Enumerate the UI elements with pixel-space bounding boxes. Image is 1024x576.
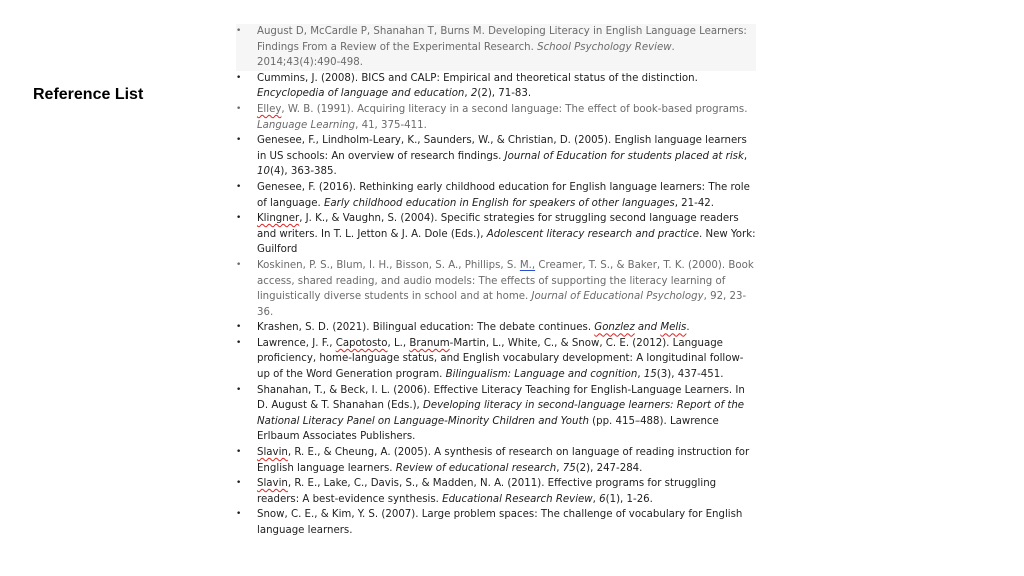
reference-italic-segment: Journal of Educational Psychology [531,291,704,303]
reference-item [236,71,756,102]
reference-segment: Klingner [257,213,300,225]
reference-italic-segment: Review of educational research [395,462,557,474]
bullet-icon: • [236,509,242,520]
reference-segment: . [686,322,690,334]
reference-item [236,211,756,258]
reference-segment: , [464,88,471,100]
reference-segment: , J. K., & Vaughn, S. (2004). Specific strategies for struggling second language readers and writers. In T. L. Jetton & J. A. Dole (Eds.), [257,213,739,240]
reference-italic-segment: Developing literacy in second-language learners: Report of the National Literacy Panel on Language-Minority Children and Youth [257,400,745,427]
reference-italic-segment: Gonzlez [594,322,635,334]
bullet-icon: • [236,259,242,270]
reference-text [257,385,745,443]
bullet-icon: • [236,181,242,192]
reference-segment: Shanahan, T., & Beck, I. L. (2006). Effective Literacy Teaching for English-Language Learners. In D. August & T. Shanahan (Eds.), [257,384,745,412]
reference-item [236,24,756,71]
reference-item [236,320,756,336]
reference-italic-segment: 6 [599,493,606,505]
reference-segment: (1), 1-26. [605,493,653,505]
reference-segment: Genesee, F., Lindholm-Leary, K., Saunders, W., & Christian, D. (2005). English language learners in US schools: An overview of research findings. [257,135,747,162]
reference-segment: . New York: Guilford [257,228,756,256]
reference-segment: , [743,150,748,162]
bullet-icon: • [236,447,242,458]
reference-segment: M., [519,259,536,271]
reference-text [257,478,716,505]
reference-segment: Elley [257,103,282,115]
reference-segment: , R. E., & Cheung, A. (2005). A synthesis of research on language of reading instruction for English language learners. [257,447,750,474]
reference-item [236,133,756,180]
reference-text [257,73,698,100]
reference-segment: , 41, 375-411. [355,119,427,131]
reference-segment: (3), 437-451. [656,369,724,381]
reference-list [236,24,756,539]
reference-item [236,258,756,320]
reference-item [236,445,756,476]
slide-title: Reference List [33,86,144,103]
reference-italic-segment: and [634,322,661,334]
reference-italic-segment: Adolescent literacy research and practice [486,228,699,240]
reference-segment: , R. E., Lake, C., Davis, S., & Madden, N. A. (2011). Effective programs for struggling readers: A best-evidence synthesis. [257,478,717,505]
reference-segment: Slavin [257,447,288,459]
bullet-icon: • [236,26,242,36]
reference-italic-segment: Melis [660,322,687,334]
reference-segment: Lawrence, J. F., [257,337,336,349]
bullet-icon: • [236,322,242,333]
reference-segment: , [637,369,644,381]
reference-italic-segment: School Psychology Review [537,41,672,53]
bullet-icon: • [236,213,242,224]
reference-segment: , 92, 23-36. [257,291,747,318]
reference-segment: , 21-42. [674,197,715,209]
reference-text [257,135,747,177]
reference-segment: , L., [387,337,410,349]
reference-italic-segment: Educational Research Review [442,493,593,505]
reference-segment: , [556,462,563,474]
reference-segment: Creamer, T. S., & Baker, T. K. (2000). Book access, shared reading, and audio models: The effects of supporting the literacy learning of linguistically diverse students in school and at home. [257,259,754,303]
reference-segment: (pp. 415–488). Lawrence Erlbaum Associates Publishers. [257,415,719,443]
bullet-icon: • [236,337,242,348]
reference-item [236,476,756,507]
reference-segment: Slavin [257,478,288,490]
reference-italic-segment: 2 [470,88,478,100]
reference-item [236,383,756,445]
reference-text [257,322,690,333]
reference-segment: (2), 247-284. [575,462,643,474]
reference-italic-segment: 75 [562,462,576,474]
reference-text [257,447,749,474]
bullet-icon: • [236,478,242,489]
reference-segment: Krashen, S. D. (2021). Bilingual education: The debate continues. [257,322,595,334]
bullet-icon: • [236,135,242,146]
reference-segment: Branum [409,337,450,349]
reference-segment: Koskinen, P. S., Blum, I. H., Bisson, S. A., Phillips, S. [257,259,520,271]
reference-segment: , W. B. (1991). Acquiring literacy in a second language: The effect of book-based programs. [281,103,748,115]
reference-italic-segment: Early childhood education in English for speakers of other languages [323,197,675,209]
reference-segment: Snow, C. E., & Kim, Y. S. (2007). Large problem spaces: The challenge of vocabulary for English language learners. [257,509,743,536]
bullet-icon: • [236,384,242,395]
reference-segment: Capotosto [335,337,388,349]
reference-italic-segment: Encyclopedia of language and education [257,88,465,100]
reference-item [236,102,756,133]
bullet-icon: • [236,103,242,114]
reference-segment: August D, McCardle P, Shanahan T, Burns M. Developing Literacy in English Language Learners: Findings From a Review of the Experimental Research. [257,26,747,53]
reference-segment: (4), 363-385. [269,166,337,178]
reference-italic-segment: Journal of Education for students placed at risk [504,150,744,162]
reference-segment: , [592,493,600,505]
reference-segment: (2), 71-83. [477,88,532,100]
reference-segment: . 2014;43(4):490-498. [257,41,675,69]
reference-segment: Genesee, F. (2016). Rethinking early childhood education for English language learners: The role of language. [257,181,750,209]
reference-italic-segment: Language Learning [257,119,356,131]
reference-italic-segment: 15 [643,369,657,381]
reference-text [257,260,754,318]
reference-text [257,104,747,131]
reference-segment: -Martin, L., White, C., & Snow, C. E. (2012). Language proficiency, home-language status, and English vocabulary development: A longitudinal follow-up of the Word Generation program. [257,337,744,381]
reference-segment: Cummins, J. (2008). BICS and CALP: Empirical and theoretical status of the distinction. [257,72,698,84]
reference-text [257,338,743,380]
reference-item [236,180,756,211]
reference-text [257,509,742,536]
bullet-icon: • [236,72,242,83]
reference-italic-segment: 10 [257,166,270,178]
reference-item [236,336,756,383]
reference-text [257,213,756,255]
reference-item [236,507,756,538]
reference-text [257,26,747,68]
reference-italic-segment: Bilingualism: Language and cognition [445,369,638,381]
reference-text [257,182,750,209]
